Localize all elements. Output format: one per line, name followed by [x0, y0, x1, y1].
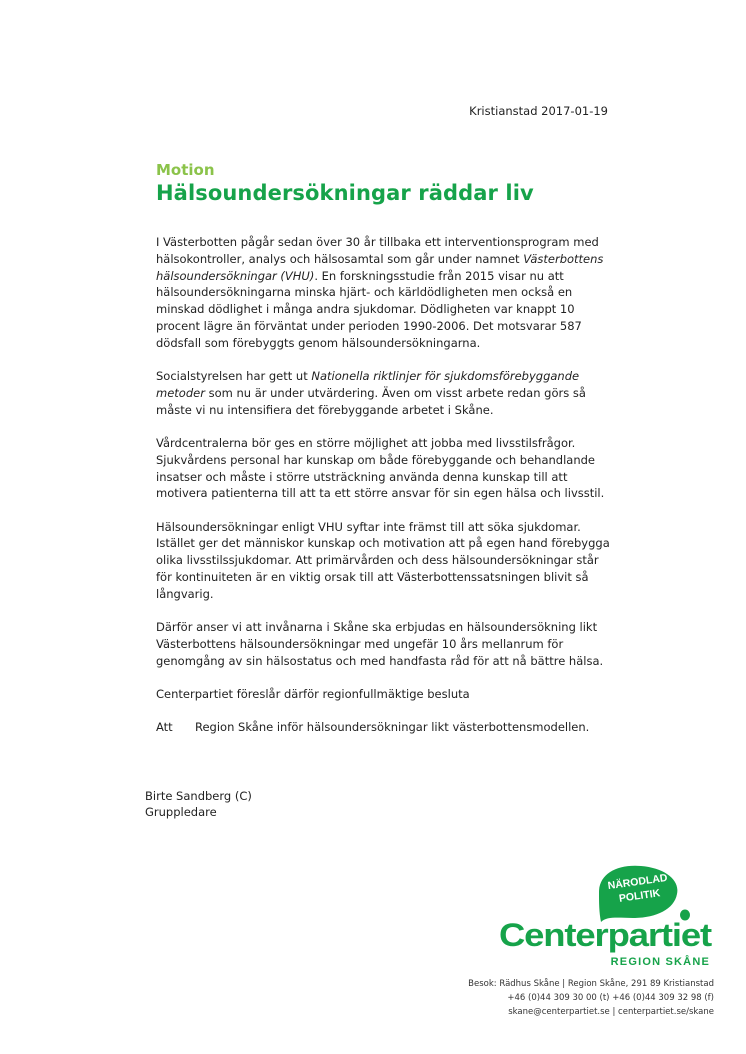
paragraph-4: Hälsoundersökningar enligt VHU syftar inte främst till att söka sjukdomar. Istället ger det människor kunskap och motivation att på egen hand förebygga olika livsstilssjukdomar. Att primärvården och dess hälsoundersökningar står för kontinuiteten är en viktig orsak till att Västerbottenssatsningen blivit så långvarig. — [156, 519, 610, 601]
contact-footer — [468, 977, 714, 1019]
contact-address: Besok: Rädhus Skåne | Region Skåne, 291 89 Kristianstad — [468, 979, 714, 989]
logo-wordmark: Centerpartiet — [499, 917, 713, 953]
att-label: Att — [156, 720, 173, 735]
paragraph-6: Centerpartiet föreslår därför regionfullmäktige besluta — [156, 687, 470, 702]
contact-web: skane@centerpartiet.se | centerpartiet.se/skane — [508, 1007, 714, 1017]
contact-phone: +46 (0)44 309 30 00 (t) +46 (0)44 309 32 98 (f) — [507, 993, 714, 1003]
motion-label: Motion — [156, 161, 215, 179]
badge-line2: POLITIK — [618, 887, 661, 905]
logo-region: REGION SKÅNE — [610, 956, 710, 968]
page-title: Hälsoundersökningar räddar liv — [156, 181, 534, 205]
letter-date: Kristianstad 2017-01-19 — [469, 104, 608, 118]
signature-block — [145, 788, 252, 820]
att-clause — [156, 719, 616, 736]
badge-line1: NÄRODLAD — [607, 871, 669, 893]
signer-name: Birte Sandberg (C) — [145, 789, 252, 803]
paragraph-1: I Västerbotten pågår sedan över 30 år tillbaka ett interventionsprogram med hälsokontroller, analys och hälsosamtal som går under namnet Västerbottens hälsoundersökningar (VHU). En forskningsstudie från 2015 visar nu att hälsoundersökningarna minska hjärt- och kärldödligheten men också en minskad dödlighet i många andra sjukdomar. Dödligheten var knappt 10 procent lägre än förväntat under perioden 1990-2006. Det motsvarar 587 dödsfall som förebyggts genom hälsoundersökningarna. — [156, 235, 604, 350]
letter-body — [156, 234, 616, 736]
paragraph-3: Vårdcentralerna bör ges en större möjlighet att jobba med livsstilsfrågor. Sjukvårdens personal har kunskap om både förebyggande och behandlande insatser och måste i större utsträckning använda denna kunskap till att motivera patienterna till att ta ett större ansvar för sin egen hälsa och livsstil. — [156, 435, 605, 501]
centerpartiet-logo — [495, 862, 717, 970]
logo-graphic — [495, 862, 717, 970]
signer-role: Gruppledare — [145, 805, 217, 819]
paragraph-2: Socialstyrelsen har gett ut Nationella riktlinjer för sjukdomsförebyggande metoder som nu är under utvärdering. Även om visst arbete redan görs så måste vi nu intensifiera det förebyggande arbetet i Skåne. — [156, 369, 586, 417]
paragraph-5: Därför anser vi att invånarna i Skåne ska erbjudas en hälsoundersökning likt Västerbottens hälsoundersökningar med ungefär 10 års mellanrum för genomgång av sin hälsostatus och med handfasta råd för att nå bättre hälsa. — [156, 620, 604, 668]
att-text: Region Skåne inför hälsoundersökningar likt västerbottensmodellen. — [195, 720, 590, 735]
